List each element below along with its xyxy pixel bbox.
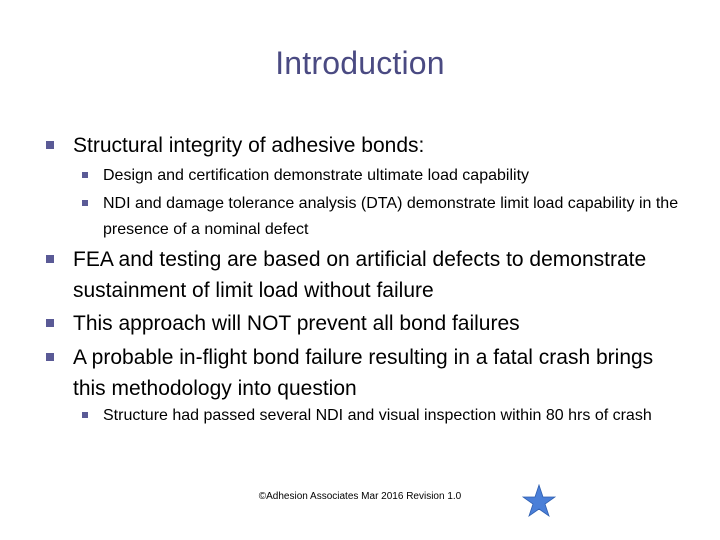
bullet-inflight-failure xyxy=(46,342,686,404)
bullet-square-icon xyxy=(82,200,88,206)
sub-bullet-ndi-dta xyxy=(82,191,692,243)
bullet-square-icon xyxy=(46,141,54,149)
bullet-square-icon xyxy=(46,353,54,361)
bullet-not-prevent xyxy=(46,308,686,339)
bullet-square-icon xyxy=(82,412,88,418)
sub-bullet-ndi-inspection xyxy=(82,403,692,429)
bullet-adhesive-bonds xyxy=(46,130,686,161)
bullet-square-icon xyxy=(46,255,54,263)
slide-title: Introduction xyxy=(275,45,445,81)
sub-bullet-text: Design and certification demonstrate ultimate load capability xyxy=(103,167,530,184)
sub-bullet-design-certification xyxy=(82,163,692,189)
star-icon xyxy=(522,484,556,518)
bullet-text: FEA and testing are based on artificial defects to demonstrate sustainment of limit load without failure xyxy=(73,248,647,302)
bullet-square-icon xyxy=(46,319,54,327)
bullet-text: A probable in-flight bond failure resulting in a fatal crash brings this methodology into question xyxy=(73,346,654,400)
bullet-text: Structural integrity of adhesive bonds: xyxy=(73,134,425,157)
sub-bullet-text: NDI and damage tolerance analysis (DTA) demonstrate limit load capability in the presence of a nominal defect xyxy=(103,195,679,238)
bullet-fea-testing xyxy=(46,244,686,306)
bullet-square-icon xyxy=(82,172,88,178)
sub-bullet-text: Structure had passed several NDI and visual inspection within 80 hrs of crash xyxy=(103,407,652,424)
slide-footer: ©Adhesion Associates Mar 2016 Revision 1.0 xyxy=(258,491,462,502)
bullet-text: This approach will NOT prevent all bond failures xyxy=(73,312,520,335)
